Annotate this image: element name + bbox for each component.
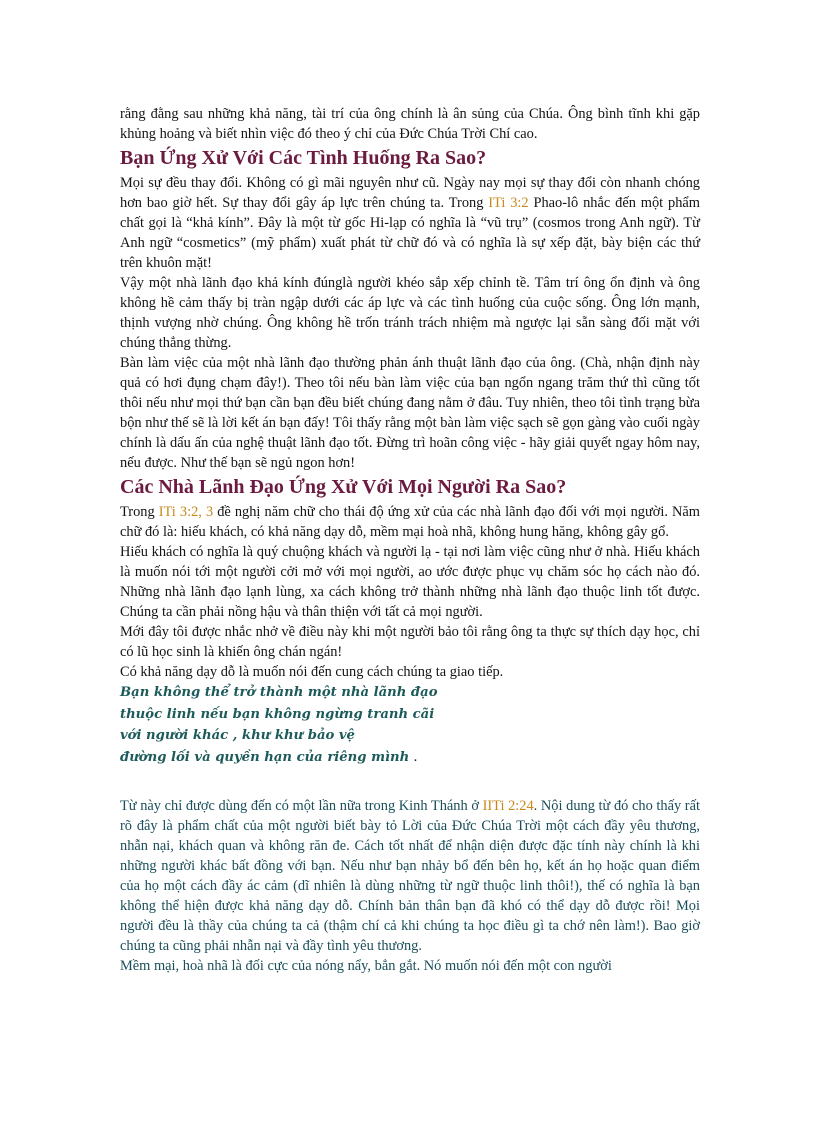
paragraph-text: Từ này chỉ được dùng đến có một lần nữa trong Kinh Thánh ở xyxy=(120,798,483,814)
pull-quote-period: . xyxy=(409,749,418,765)
paragraph-gentleness: Mềm mại, hoà nhã là đối cực của nóng nẩy, bẳn gắt. Nó muốn nói đến một con người xyxy=(120,958,612,974)
paragraph-anecdote: Mới đây tôi được nhắc nhở về điều này khi một người bảo tôi rằng ông ta thực sự thích dạy học, chỉ có lũ học sinh là khiến ông chán ngán! xyxy=(120,624,700,660)
paragraph-text: Mọi sự đều thay đổi. Không có gì mãi nguyên như cũ. Ngày nay mọi sự thay đổi còn nhanh chóng hơn bao giờ hết. Sự thay đổi gây áp lực trên chúng ta. Trong xyxy=(120,175,700,211)
paragraph-text: . Nội dung từ đó cho thấy rất rõ đây là phẩm chất của một người biết bày tỏ Lời của Đức Chúa Trời một cách đầy yêu thương, nhẫn nại, khách quan và không răn đe. Cách tốt nhất để nhận diện được đặc tính này chính là khi những người khác bất đồng với bạn. Nếu như bạn nhảy bổ đến bên họ, kết án họ hoặc quan điểm của họ một cách đầy ác cảm (dĩ nhiên là dùng những từ ngữ thuộc linh thôi!), thế có nghĩa là bạn không thể hiện được khả năng dạy dỗ. Chính bản thân bạn đã khó có thể dạy dỗ được rồi! Mọi người đều là thầy của chúng ta cả (thậm chí cả khi chúng ta học điều gì ta chớ nên làm!). Bao giờ chúng ta cũng phải nhẫn nại và đầy tình yêu thương. xyxy=(120,798,700,954)
paragraph-hospitality: Hiếu khách có nghĩa là quý chuộng khách và người lạ - tại nơi làm việc cũng như ở nhà. Hiếu khách là muốn nói tới một người cởi mở với mọi người, ao ước được phục vụ chăm sóc họ cách nào đó. Những nhà lãnh đạo lạnh lùng, xa cách không trở thành những nhà lãnh đạo thuộc linh tốt được. Chúng ta cần phải nồng hậu và thân thiện với tất cả mọi người. xyxy=(120,544,700,620)
paragraph-text: đề nghị năm chữ cho thái độ ứng xử của các nhà lãnh đạo đối với mọi người. Năm chữ đó là: hiếu khách, có khả năng dạy dỗ, mềm mại hoà nhã, không hung hăng, không gây gổ. xyxy=(120,504,701,540)
pull-quote-line: Bạn không thể trở thành một nhà lãnh đạo xyxy=(120,685,438,700)
pull-quote-line: với người khác , khư khư bảo vệ xyxy=(120,728,355,743)
scripture-reference-link[interactable]: 3 xyxy=(205,504,214,520)
paragraph-teaching: Có khả năng dạy dỗ là muốn nói đến cung cách chúng ta giao tiếp. xyxy=(120,664,504,680)
spacer xyxy=(120,768,700,796)
scripture-reference-link[interactable]: ITi 3:2 xyxy=(488,195,529,211)
scripture-reference-link[interactable]: ITi 3:2 xyxy=(158,504,199,520)
scripture-reference-link[interactable]: IITi 2:24 xyxy=(482,798,534,814)
paragraph-change xyxy=(120,173,700,273)
reference-separator: , xyxy=(198,504,206,520)
pull-quote-line: thuộc linh nếu bạn không ngừng tranh cãi xyxy=(120,706,435,722)
paragraph-text: Trong xyxy=(120,504,159,520)
paragraph-desk: Bàn làm việc của một nhà lãnh đạo thường phản ánh thuật lãnh đạo của ông. (Chà, nhận định này quả có hơi đụng chạm đây!). Theo tôi nếu bàn làm việc của bạn ngổn ngang trăm thứ thì cũng tốt thôi nếu như mọi thứ bạn cần bạn đều biết chúng đang nằm ở đâu. Tuy nhiên, theo tôi tình trạng bừa bộn như thế sẽ là lời kết án bạn đấy! Tôi thấy rằng một bàn làm việc sạch sẽ gọn gàng vào cuối ngày chính là dấu ấn của nghệ thuật lãnh đạo tốt. Đừng trì hoãn công việc - hãy giải quyết ngay hôm nay, nếu được. Như thế bạn sẽ ngủ ngon hơn! xyxy=(120,355,700,471)
paragraph-five-words xyxy=(120,502,700,542)
paragraph-orderly-leader: Vậy một nhà lãnh đạo khả kính đúnglà người khéo sắp xếp chỉnh tề. Tâm trí ông ổn định và ông không hề cảm thấy bị tràn ngập dưới các áp lực và các tình huống của cuộc sống. Ông lớn mạnh, thịnh vượng nhờ chúng. Ông không hề trốn tránh trách nhiệm mà ngược lại sẵn sàng đối mặt với chúng thẳng thừng. xyxy=(120,275,700,351)
paragraph-word-usage xyxy=(120,796,700,956)
intro-paragraph: rằng đằng sau những khả năng, tài trí của ông chính là ân sủng của Chúa. Ông bình tĩnh khi gặp khủng hoảng và biết nhìn việc đó theo ý chỉ của Đức Chúa Trời Chí cao. xyxy=(120,106,700,142)
section-heading-situations: Bạn Ứng Xử Với Các Tình Huống Ra Sao? xyxy=(120,147,487,169)
section-heading-people: Các Nhà Lãnh Đạo Ứng Xử Với Mọi Người Ra Sao? xyxy=(120,476,567,498)
pull-quote-text: đường lối và quyền hạn của riêng mình xyxy=(120,749,410,765)
pull-quote xyxy=(120,682,700,768)
pull-quote-line xyxy=(120,747,700,769)
document-page xyxy=(120,104,700,976)
paragraph-text: Phao-lô nhắc đến một phẩm chất gọi là “khả kính”. Đây là một từ gốc Hi-lạp có nghĩa là “vũ trụ” (cosmos trong Anh ngữ). Từ Anh ngữ “cosmetics” (mỹ phẩm) xuất phát từ chữ đó và có nghĩa là sự xếp đặt, bày biện các thứ trên khuôn mặt! xyxy=(120,195,700,271)
